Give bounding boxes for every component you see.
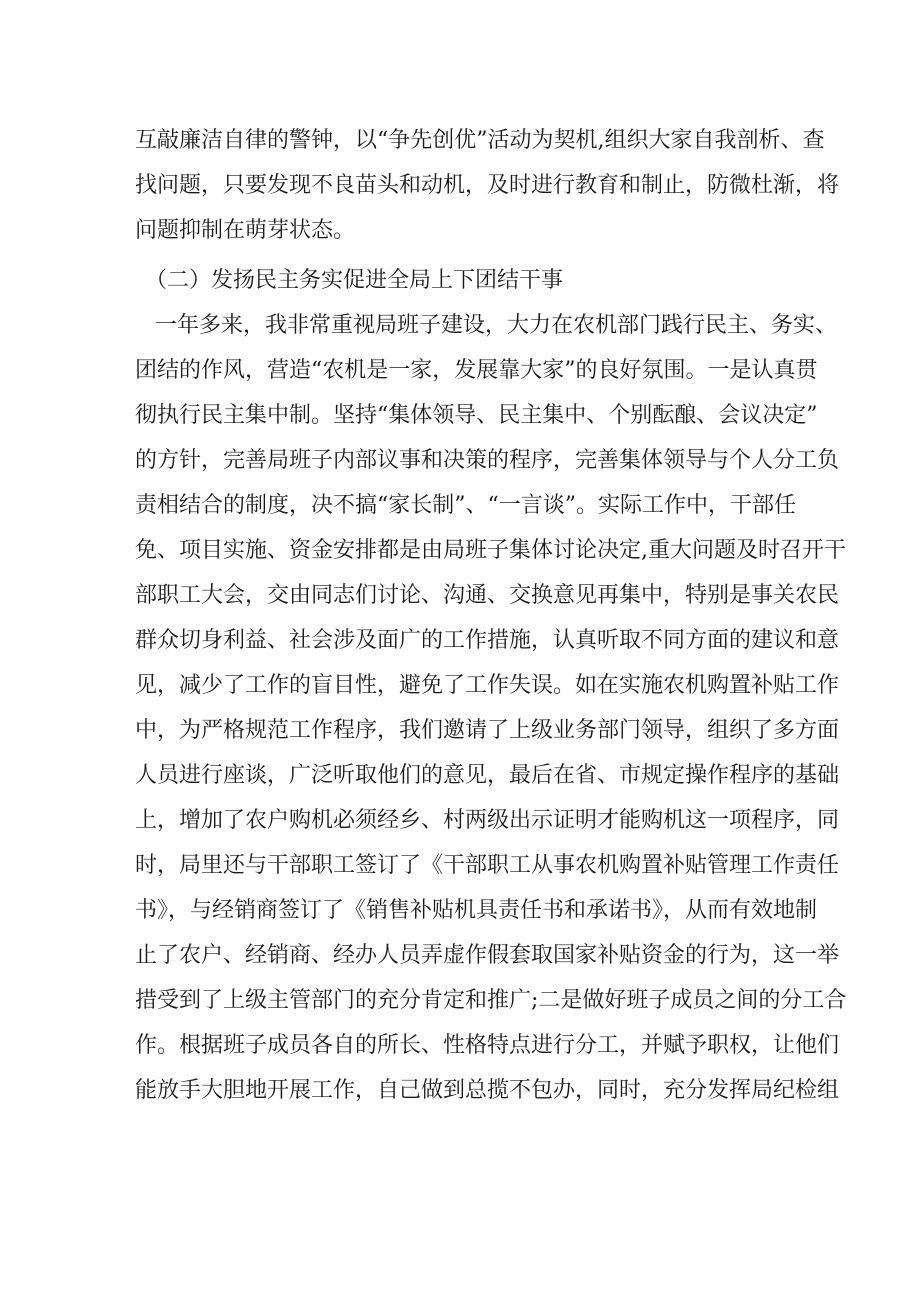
paragraph-line: 中，为严格规范工作程序，我们邀请了上级业务部门领导，组织了多方面	[135, 718, 840, 743]
section-heading-text: （二）发扬民主务实促进全局上下团结干事	[145, 268, 564, 293]
paragraph-1	[135, 118, 840, 253]
paragraph-line: 责相结合的制度，决不搞“家长制”、“一言谈”。实际工作中，干部任	[135, 493, 796, 518]
paragraph-line: 问题抑制在萌芽状态。	[135, 218, 356, 243]
paragraph-line: 彻执行民主集中制。坚持“集体领导、民主集中、个别酝酿、会议决定”	[135, 403, 818, 428]
paragraph-line: 找问题，只要发现不良苗头和动机，及时进行教育和制止，防微杜渐，将	[135, 173, 840, 198]
paragraph-line: 部职工大会，交由同志们讨论、沟通、交换意见再集中，特别是事关农民	[135, 583, 840, 608]
paragraph-line: 止了农户、经销商、经办人员弄虚作假套取国家补贴资金的行为，这一举	[135, 943, 840, 968]
section-heading	[145, 258, 805, 303]
paragraph-line: 一年多来，我非常重视局班子建设，大力在农机部门践行民主、务实、	[155, 313, 838, 338]
paragraph-line: 时，局里还与干部职工签订了《干部职工从事农机购置补贴管理工作责任	[135, 853, 840, 878]
paragraph-line: 作。根据班子成员各自的所长、性格特点进行分工，并赋予职权，让他们	[135, 1033, 840, 1058]
paragraph-line: 见，减少了工作的盲目性，避免了工作失误。如在实施农机购置补贴工作	[135, 673, 840, 698]
paragraph-line: 互敲廉洁自律的警钟，以“争先创优”活动为契机,组织大家自我剖析、查	[135, 128, 825, 153]
paragraph-line: 人员进行座谈，广泛听取他们的意见，最后在省、市规定操作程序的基础	[135, 763, 840, 788]
paragraph-line: 书》，与经销商签订了《销售补贴机具责任书和承诺书》，从而有效地制	[135, 898, 818, 923]
paragraph-line: 能放手大胆地开展工作，自己做到总揽不包办，同时，充分发挥局纪检组	[135, 1078, 840, 1103]
paragraph-line: 措受到了上级主管部门的充分肯定和推广;二是做好班子成员之间的分工合	[135, 988, 847, 1013]
paragraph-line: 免、项目实施、资金安排都是由局班子集体讨论决定,重大问题及时召开干	[135, 538, 846, 563]
paragraph-line: 的方针，完善局班子内部议事和决策的程序，完善集体领导与个人分工负	[135, 448, 840, 473]
paragraph-line: 上，增加了农户购机必须经乡、村两级出示证明才能购机这一项程序，同	[135, 808, 840, 833]
paragraph-line: 群众切身利益、社会涉及面广的工作措施，认真听取不同方面的建议和意	[135, 628, 840, 653]
paragraph-2	[135, 303, 847, 1113]
paragraph-line: 团结的作风，营造“农机是一家，发展靠大家”的良好氛围。一是认真贯	[135, 358, 818, 383]
